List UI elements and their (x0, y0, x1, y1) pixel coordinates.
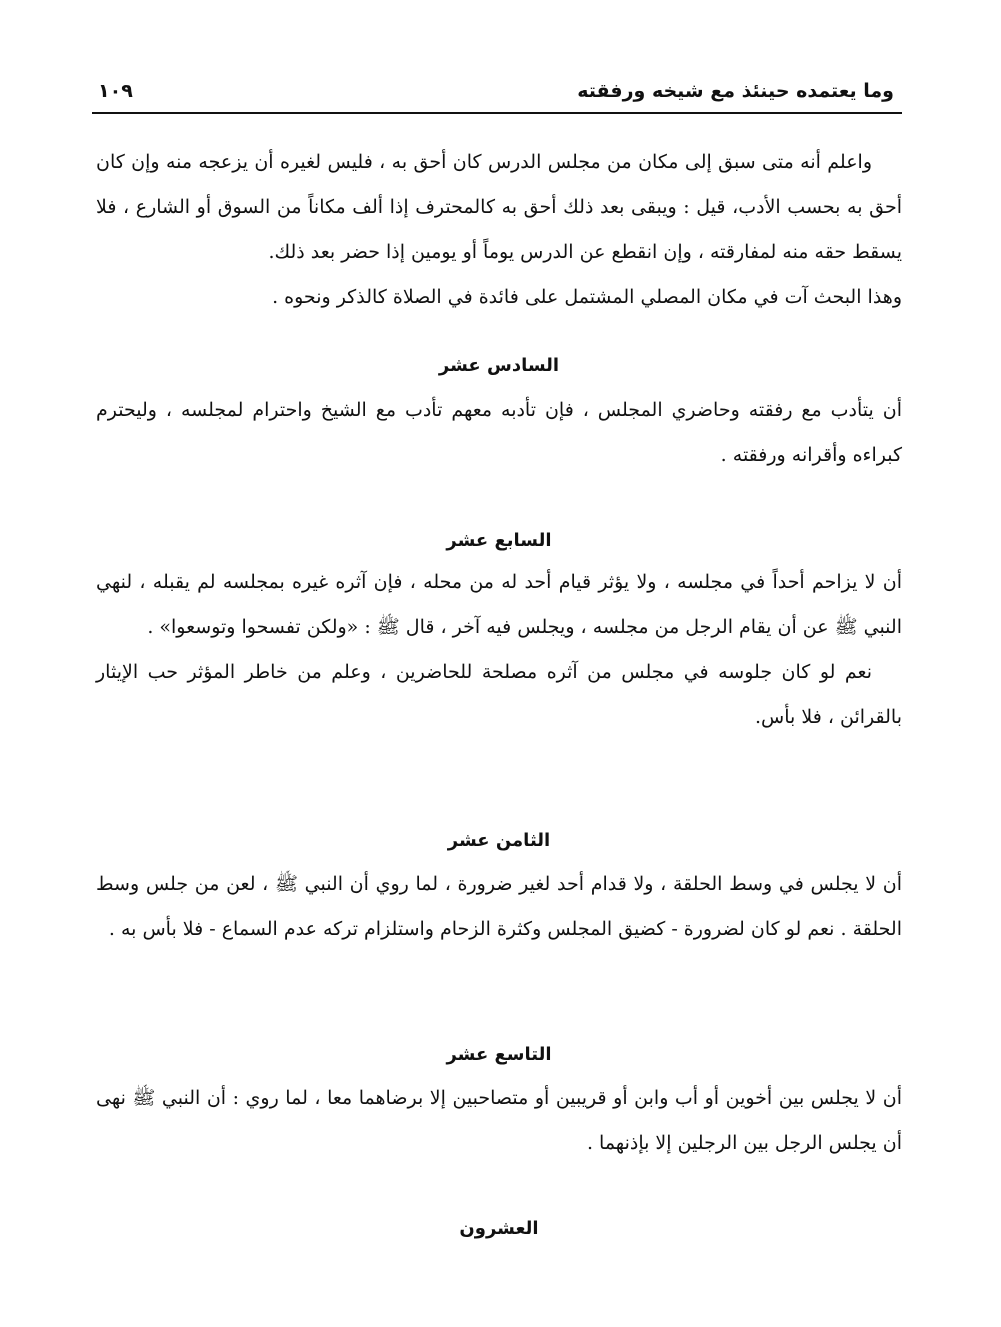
section-heading: التاسع عشر (446, 1044, 552, 1065)
intro-block (96, 140, 902, 320)
page-header (92, 78, 902, 114)
paragraph: أن لا يجلس في وسط الحلقة ، ولا قدام أحد لغير ضرورة ، لما روي أن النبي ﷺ ، لعن من جلس وسط الحلقة . نعم لو كان لضرورة - كضيق المجلس وكثرة الزحام واستلزام تركه عدم السماع - فلا بأس به . (96, 873, 902, 940)
section-body (96, 388, 902, 478)
section-heading: الثامن عشر (447, 830, 551, 851)
page-number: ١٠٩ (98, 80, 133, 102)
section-body (96, 560, 902, 740)
section-heading: السابع عشر (446, 530, 552, 551)
paragraph: وهذا البحث آت في مكان المصلي المشتمل على فائدة في الصلاة كالذكر ونحوه . (272, 286, 902, 308)
paragraph: أن يتأدب مع رفقته وحاضري المجلس ، فإن تأدبه معهم تأدب مع الشيخ واحترام لمجلسه ، وليحترم كبراءه وأقرانه ورفقته . (96, 399, 902, 466)
section-body (96, 862, 902, 952)
section-body (96, 1076, 902, 1166)
section-heading: العشرون (459, 1218, 539, 1239)
paragraph: أن لا يزاحم أحداً في مجلسه ، ولا يؤثر قيام أحد له من محله ، فإن آثره غيره بمجلسه لم يقبله ، لنهي النبي ﷺ عن أن يقام الرجل من مجلسه ، ويجلس فيه آخر ، قال ﷺ : «ولكن تفسحوا وتوسعوا» . (96, 571, 902, 638)
paragraph: أن لا يجلس بين أخوين أو أب وابن أو قريبين أو متصاحبين إلا برضاهما معا ، لما روي : أن النبي ﷺ نهى أن يجلس الرجل بين الرجلين إلا بإذنهما . (96, 1087, 902, 1154)
paragraph: واعلم أنه متى سبق إلى مكان من مجلس الدرس كان أحق به ، فليس لغيره أن يزعجه منه وإن كان أحق به بحسب الأدب، قيل : ويبقى بعد ذلك أحق به كالمحترف إذا ألف مكاناً من السوق أو الشارع ، فلا يسقط حقه منه لمفارقته ، وإن انقطع عن الدرس يوماً أو يومين إذا حضر بعد ذلك. (96, 151, 902, 263)
section-heading: السادس عشر (438, 355, 560, 376)
paragraph: نعم لو كان جلوسه في مجلس من آثره مصلحة للحاضرين ، وعلم من خاطر المؤثر حب الإيثار بالقرائن ، فلا بأس. (96, 661, 902, 728)
running-title: وما يعتمده حينئذ مع شيخه ورفقته (577, 80, 894, 102)
